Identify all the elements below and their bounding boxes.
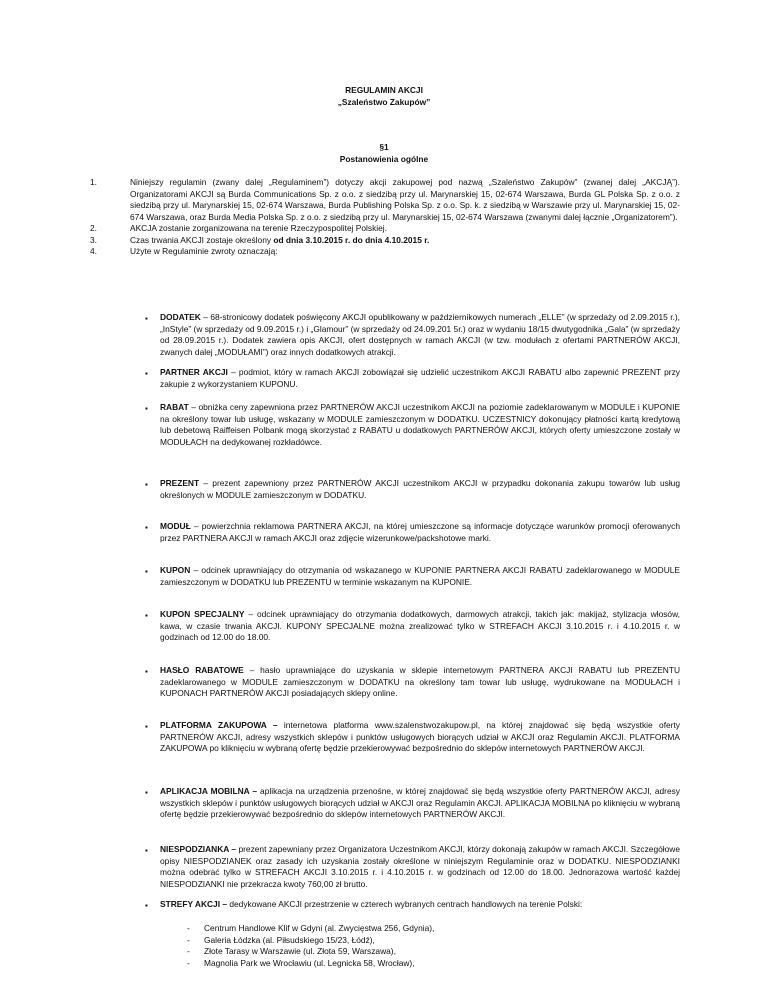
definition-text <box>160 478 680 501</box>
location-text: Centrum Handlowe Klif w Gdyni (al. Zwycięstwa 256, Gdynia), <box>204 923 435 933</box>
definition-description: – obniżka ceny zapewniona przez PARTNERÓW AKCJI uczestnikom AKCJI na poziomie zadeklarowanym w MODULE i KUPONIE na określony towar lub usługę, wskazany w MODULE zamieszczonym w DODATKU. UCZESTNICY dokonujący płatności kartą kredytową lub debetową Raiffeisen Polbank mogą skorzystać z RABATU u dodatkowych PARTNERÓW AKCJI, których oferty umieszczone zostały w MODUŁACH na dedykowanej rozkładówce. <box>160 402 680 447</box>
definition-item <box>145 899 680 911</box>
definition-item <box>145 402 680 448</box>
definition-description: – 68-stronicowy dodatek poświęcony AKCJI opublikowany w październikowych numerach „ELLE” (w sprzedaży od 2.09.2015 r.), „InStyle” (w sprzedaży od 9.09.2015 r.) i „Glamour” (w sprzedaży od 24.09.201 5r.) oraz w wydaniu 18/15 dwutygodnika „Gala” (w sprzedaży od 28.09.2015 r.). Dodatek zawiera opis AKCJI, ofert dostępnych w ramach AKCJI (w tzw. modułach z ofertami PARTNERÓW AKCJI, zwanych dalej „MODUŁAMI”) oraz innych dodatkowych atrakcji. <box>160 312 680 357</box>
bullet-icon: ▪ <box>145 901 148 910</box>
location-item <box>187 935 667 947</box>
definition-term: PREZENT <box>160 478 200 488</box>
definition-text <box>160 844 680 890</box>
definition-text <box>160 899 680 911</box>
bullet-icon: ▪ <box>145 314 148 323</box>
item-text-plain: Czas trwania AKCJI zostaje określony <box>130 234 274 245</box>
definition-text <box>160 521 680 544</box>
definition-item <box>145 521 680 544</box>
definition-item <box>145 720 680 755</box>
definition-text <box>160 786 680 821</box>
definition-item <box>145 367 680 390</box>
definition-item <box>145 478 680 501</box>
bullet-icon: ▪ <box>145 404 148 413</box>
definition-term: MODUŁ <box>160 521 191 531</box>
definition-term: DODATEK <box>160 312 201 322</box>
bullet-icon: ▪ <box>145 523 148 532</box>
bullet-icon: ▪ <box>145 722 148 731</box>
numbered-item <box>90 246 680 258</box>
item-text: Niniejszy regulamin (zwany dalej „Regulaminem”) dotyczy akcji zakupowej pod nazwą „Szaleństwo Zakupów” (zwanej dalej „AKCJĄ”). Organizatorami AKCJI są Burda Communications Sp. z o.o. z siedzibą przy ul. Marynarskiej 15, 02-674 Warszawa, Burda GL Polska Sp. z o.o. z siedzibą przy ul. Marynarskiej 15, 02-674 Warszawa, Burda Publishing Polska Sp. z o.o. Sp. k. z siedzibą w Warszawie przy ul. Marynarskiej 15, 02-674 Warszawa, oraz Burda Media Polska Sp. z o.o. z siedzibą przy ul. Marynarskiej 15, 02-674 Warszawa (zwanymi dalej łącznie „Organizatorem”). <box>130 177 680 222</box>
item-text <box>130 235 680 247</box>
definition-term: HASŁO RABATOWE <box>160 665 244 675</box>
dash-marker: - <box>187 946 190 956</box>
title-line-2: „Szaleństwo Zakupów” <box>337 96 431 107</box>
title-line-1: REGULAMIN AKCJI <box>345 85 423 95</box>
dash-marker: - <box>187 923 190 933</box>
location-text: Galeria Łódzka (al. Piłsudskiego 15/23, Łódź), <box>204 935 375 945</box>
definition-item <box>145 786 680 821</box>
bullet-icon: ▪ <box>145 567 148 576</box>
definition-description: – prezent zapewniony przez PARTNERÓW AKCJI uczestnikom AKCJI w przypadku dokonania zakupu towarów lub usług określonych w MODULE zamieszczonym w DODATKU. <box>160 478 680 500</box>
dash-marker: - <box>187 935 190 945</box>
definition-text <box>160 609 680 644</box>
definition-description: – odcinek uprawniający do otrzymania dodatkowych, darmowych atrakcji, takich jak: makijaż, stylizacja włosów, kawa, w czasie trwania AKCJI. KUPONY SPECJALNE można zrealizować tylko w STREFACH AKCJI 3.10.2015 r. i 4.10.2015 r. w godzinach od 12.00 do 18.00. <box>160 609 680 642</box>
definition-text <box>160 312 680 358</box>
location-text: Złote Tarasy w Warszawie (ul. Złota 59, Warszawa), <box>204 946 396 956</box>
section-number: §1 <box>379 142 389 152</box>
bullet-icon: ▪ <box>145 667 148 676</box>
definition-term: STREFY AKCJI – <box>160 899 228 909</box>
definition-term: KUPON SPECJALNY <box>160 609 245 619</box>
item-number: 1. <box>90 177 97 187</box>
definition-term: RABAT <box>160 402 189 412</box>
item-number: 4. <box>90 246 97 256</box>
definition-item <box>145 312 680 358</box>
definition-description: – powierzchnia reklamowa PARTNERA AKCJI, na której umieszczone są informacje dotyczące warunków promocji oferowanych przez PARTNERA AKCJI w ramach AKCJI oraz zdjęcie wizerunkowe/packshotowe marki. <box>160 521 680 543</box>
definition-text <box>160 665 680 700</box>
definition-item <box>145 565 680 588</box>
definition-term: APLIKACJA MOBILNA – <box>160 786 258 796</box>
definition-text <box>160 402 680 448</box>
definition-term: NIESPODZIANKA – <box>160 844 237 854</box>
location-item <box>187 923 667 935</box>
definition-text <box>160 367 680 390</box>
bullet-icon: ▪ <box>145 846 148 855</box>
item-text: Użyte w Regulaminie zwroty oznaczają: <box>130 246 278 256</box>
definition-text <box>160 565 680 588</box>
bullet-icon: ▪ <box>145 788 148 797</box>
numbered-item <box>90 235 680 247</box>
numbered-list <box>90 177 680 258</box>
definition-description: – odcinek uprawniający do otrzymania od wskazanego w KUPONIE PARTNERA AKCJI RABATU zadeklarowanego w MODULE zamieszczonym w DODATKU lub PREZENTU w terminie wskazanym na KUPONIE. <box>160 565 680 587</box>
location-item <box>187 946 667 958</box>
definition-description: – podmiot, który w ramach AKCJI zobowiązał się udzielić uczestnikom AKCJI RABATU albo zapewnić PREZENT przy zakupie z wykorzystaniem KUPONU. <box>160 367 680 389</box>
item-number: 3. <box>90 234 97 245</box>
bullet-icon: ▪ <box>145 611 148 620</box>
definition-description: – hasło uprawniające do uzyskania w sklepie internetowym PARTNERA AKCJI RABATU lub PREZENTU zadeklarowanego w MODULE zamieszczonym w DODATKU na określony tam towar lub usługę, wydrukowane na MODUŁACH i KUPONACH PARTNERÓW AKCJI posiadających sklepy online. <box>160 665 680 698</box>
document-title <box>0 85 768 108</box>
definition-description: internetowa platforma www.szalenstwozakupow.pl, na której znajdować się będą wszystkie oferty PARTNERÓW AKCJI, adresy wszystkich sklepów i punktów usługowych biorących udział w AKCJI oraz Regulamin AKCJI. PLATFORMA ZAKUPOWA po kliknięciu w wybraną ofertę będzie przekierowywać bezpośrednio do sklepów internetowych PARTNERÓW AKCJI. <box>160 720 680 753</box>
bullet-icon: ▪ <box>145 480 148 489</box>
numbered-item <box>90 177 680 223</box>
definition-term: PLATFORMA ZAKUPOWA – <box>160 720 278 730</box>
numbered-item <box>90 223 680 235</box>
definition-description: dedykowane AKCJI przestrzenie w czterech wybranych centrach handlowych na terenie Polski: <box>227 899 583 909</box>
definition-term: PARTNER AKCJI <box>160 367 228 377</box>
definition-description: aplikacja na urządzenia przenośne, w której znajdować się będą wszystkie oferty PARTNERÓW AKCJI, adresy wszystkich sklepów i punktów usługowych biorących udział w AKCJI oraz Regulamin AKCJI. APLIKACJA MOBILNA po kliknięciu w wybraną ofertę będzie przekierowywać bezpośrednio do sklepów internetowych PARTNERÓW AKCJI. <box>160 786 680 819</box>
definition-term: KUPON <box>160 565 191 575</box>
dash-marker: - <box>187 958 190 968</box>
definition-item <box>145 609 680 644</box>
section-heading <box>0 142 768 165</box>
item-text-bold: od dnia 3.10.2015 r. do dnia 4.10.2015 r. <box>273 234 430 245</box>
section-title: Postanowienia ogólne <box>339 153 429 164</box>
bullet-icon: ▪ <box>145 369 148 378</box>
definition-description: prezent zapewniany przez Organizatora Uczestnikom AKCJI, którzy dokonają zakupów w ramach AKCJI. Szczegółowe opisy NIESPODZIANEK oraz zasady ich uzyskania zostały określone w niniejszym Regulaminie oraz w DODATKU. NIESPODZIANKI można odebrać tylko w STREFACH AKCJI 3.10.2015 r. i 4.10.2015 r. w godzinach od 12.00 do 18.00. Jednorazowa wartość każdej NIESPODZIANKI nie przekracza kwoty 760,00 zł brutto. <box>160 844 680 889</box>
location-item <box>187 958 667 970</box>
definition-text <box>160 720 680 755</box>
item-text: AKCJA zostanie zorganizowana na terenie Rzeczypospolitej Polskiej. <box>130 223 387 233</box>
item-number: 2. <box>90 223 97 233</box>
definition-item <box>145 844 680 890</box>
location-text: Magnolia Park we Wrocławiu (ul. Legnicka 58, Wrocław), <box>204 958 415 968</box>
definition-item <box>145 665 680 700</box>
